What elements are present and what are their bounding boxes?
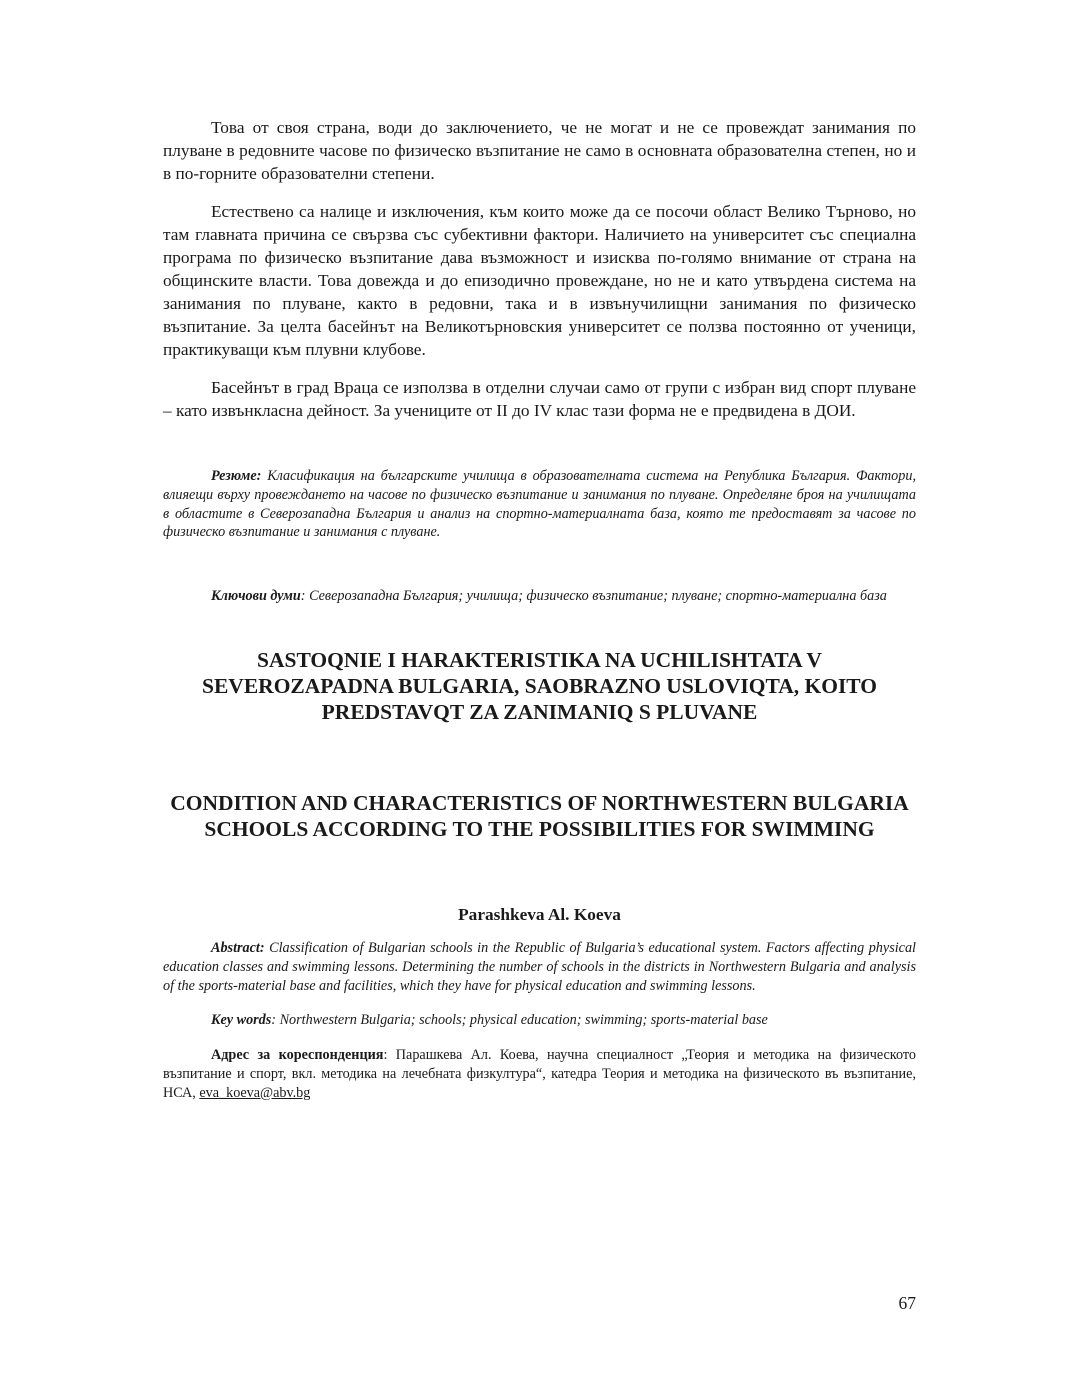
keywords-bg bbox=[163, 587, 916, 606]
body-paragraph-3: Басейнът в град Враца се използва в отделни случаи само от групи с избран вид спорт плуване – като извънкласна дейност. За учениците от II до IV клас тази форма не е предвидена в ДОИ. bbox=[163, 378, 916, 420]
author-name: Parashkeva Al. Koeva bbox=[458, 904, 621, 924]
keywords-en-label: Key words bbox=[211, 1012, 272, 1029]
email-link[interactable]: eva_koeva@abv.bg bbox=[199, 1084, 311, 1101]
summary-bg bbox=[163, 467, 916, 542]
keywords-bg-text: : Северозападна България; училища; физическо възпитание; плуване; спортно-материална база bbox=[300, 588, 887, 605]
title-transliterated: SASTOQNIE I HARAKTERISTIKA NA UCHILISHTATA V SEVEROZAPADNA BULGARIA, SAOBRAZNO USLOVIQTA, KOITO PREDSTAVQT ZA ZANIMANIQ S PLUVANE bbox=[202, 647, 877, 724]
correspondence bbox=[163, 1046, 916, 1102]
abstract-en-label: Abstract: bbox=[211, 939, 265, 956]
body-paragraph-2: Естествено са налице и изключения, към които може да се посочи област Велико Търново, но там главната причина се свързва със субективни фактори. Наличието на университет със специална програма по физическо възпитание дава възможност и изисква по-голямо внимание от страна на общинските власти. Това довежда и до епизодично провеждане, но не и като утвърдена система на занимания по плуване, както в редовни, така и в извънучилищни занимания по физическо възпитание. За целта басейнът на Великотърновския университет се ползва постоянно от ученици, практикуващи към плувни клубове. bbox=[163, 202, 916, 359]
summary-bg-text: Класификация на българските училища в образователната система на Република България. Фактори, влияещи върху провеждането на часове по физическо възпитание и занимания по плуване. Определяне броя на училищата в областите в Северозападна България и анализ на спортно-материалната база, която те предоставят за часове по физическо възпитание и занимания с плуване. bbox=[163, 468, 917, 541]
keywords-bg-label: Ключови думи bbox=[211, 588, 301, 605]
correspondence-label: Адрес за кореспонденция bbox=[211, 1047, 384, 1064]
summary-bg-label: Резюме: bbox=[211, 468, 262, 484]
keywords-en bbox=[163, 1011, 916, 1030]
correspondence-text: : Парашкева Ал. Коева, научна специалност „Теория и методика на физическото възпитание и спорт, вкл. методика на лечебната физкултура“, катедра Теория и методика на физическото въ възпитание, НСА, bbox=[163, 1047, 916, 1101]
page-content bbox=[163, 116, 916, 1103]
abstract-en-text: Classification of Bulgarian schools in the Republic of Bulgaria’s educational system. Factors affecting physical education classes and swimming lessons. Determining the number of schools in the districts in Northwestern Bulgaria and analysis of the sports-material base and facilities, which they have for physical education and swimming lessons. bbox=[163, 939, 916, 994]
title-english: CONDITION AND CHARACTERISTICS OF NORTHWESTERN BULGARIA SCHOOLS ACCORDING TO THE POSSIBILITIES FOR SWIMMING bbox=[170, 790, 909, 841]
page-number: 67 bbox=[898, 1293, 916, 1313]
abstract-en bbox=[163, 939, 916, 995]
keywords-en-text: : Northwestern Bulgaria; schools; physical education; swimming; sports-material base bbox=[271, 1012, 768, 1029]
body-paragraph-1: Това от своя страна, води до заключението, че не могат и не се провеждат занимания по плуване в редовните часове по физическо възпитание не само в основната образователна степен, но и в по-горните образователни степени. bbox=[163, 118, 916, 183]
